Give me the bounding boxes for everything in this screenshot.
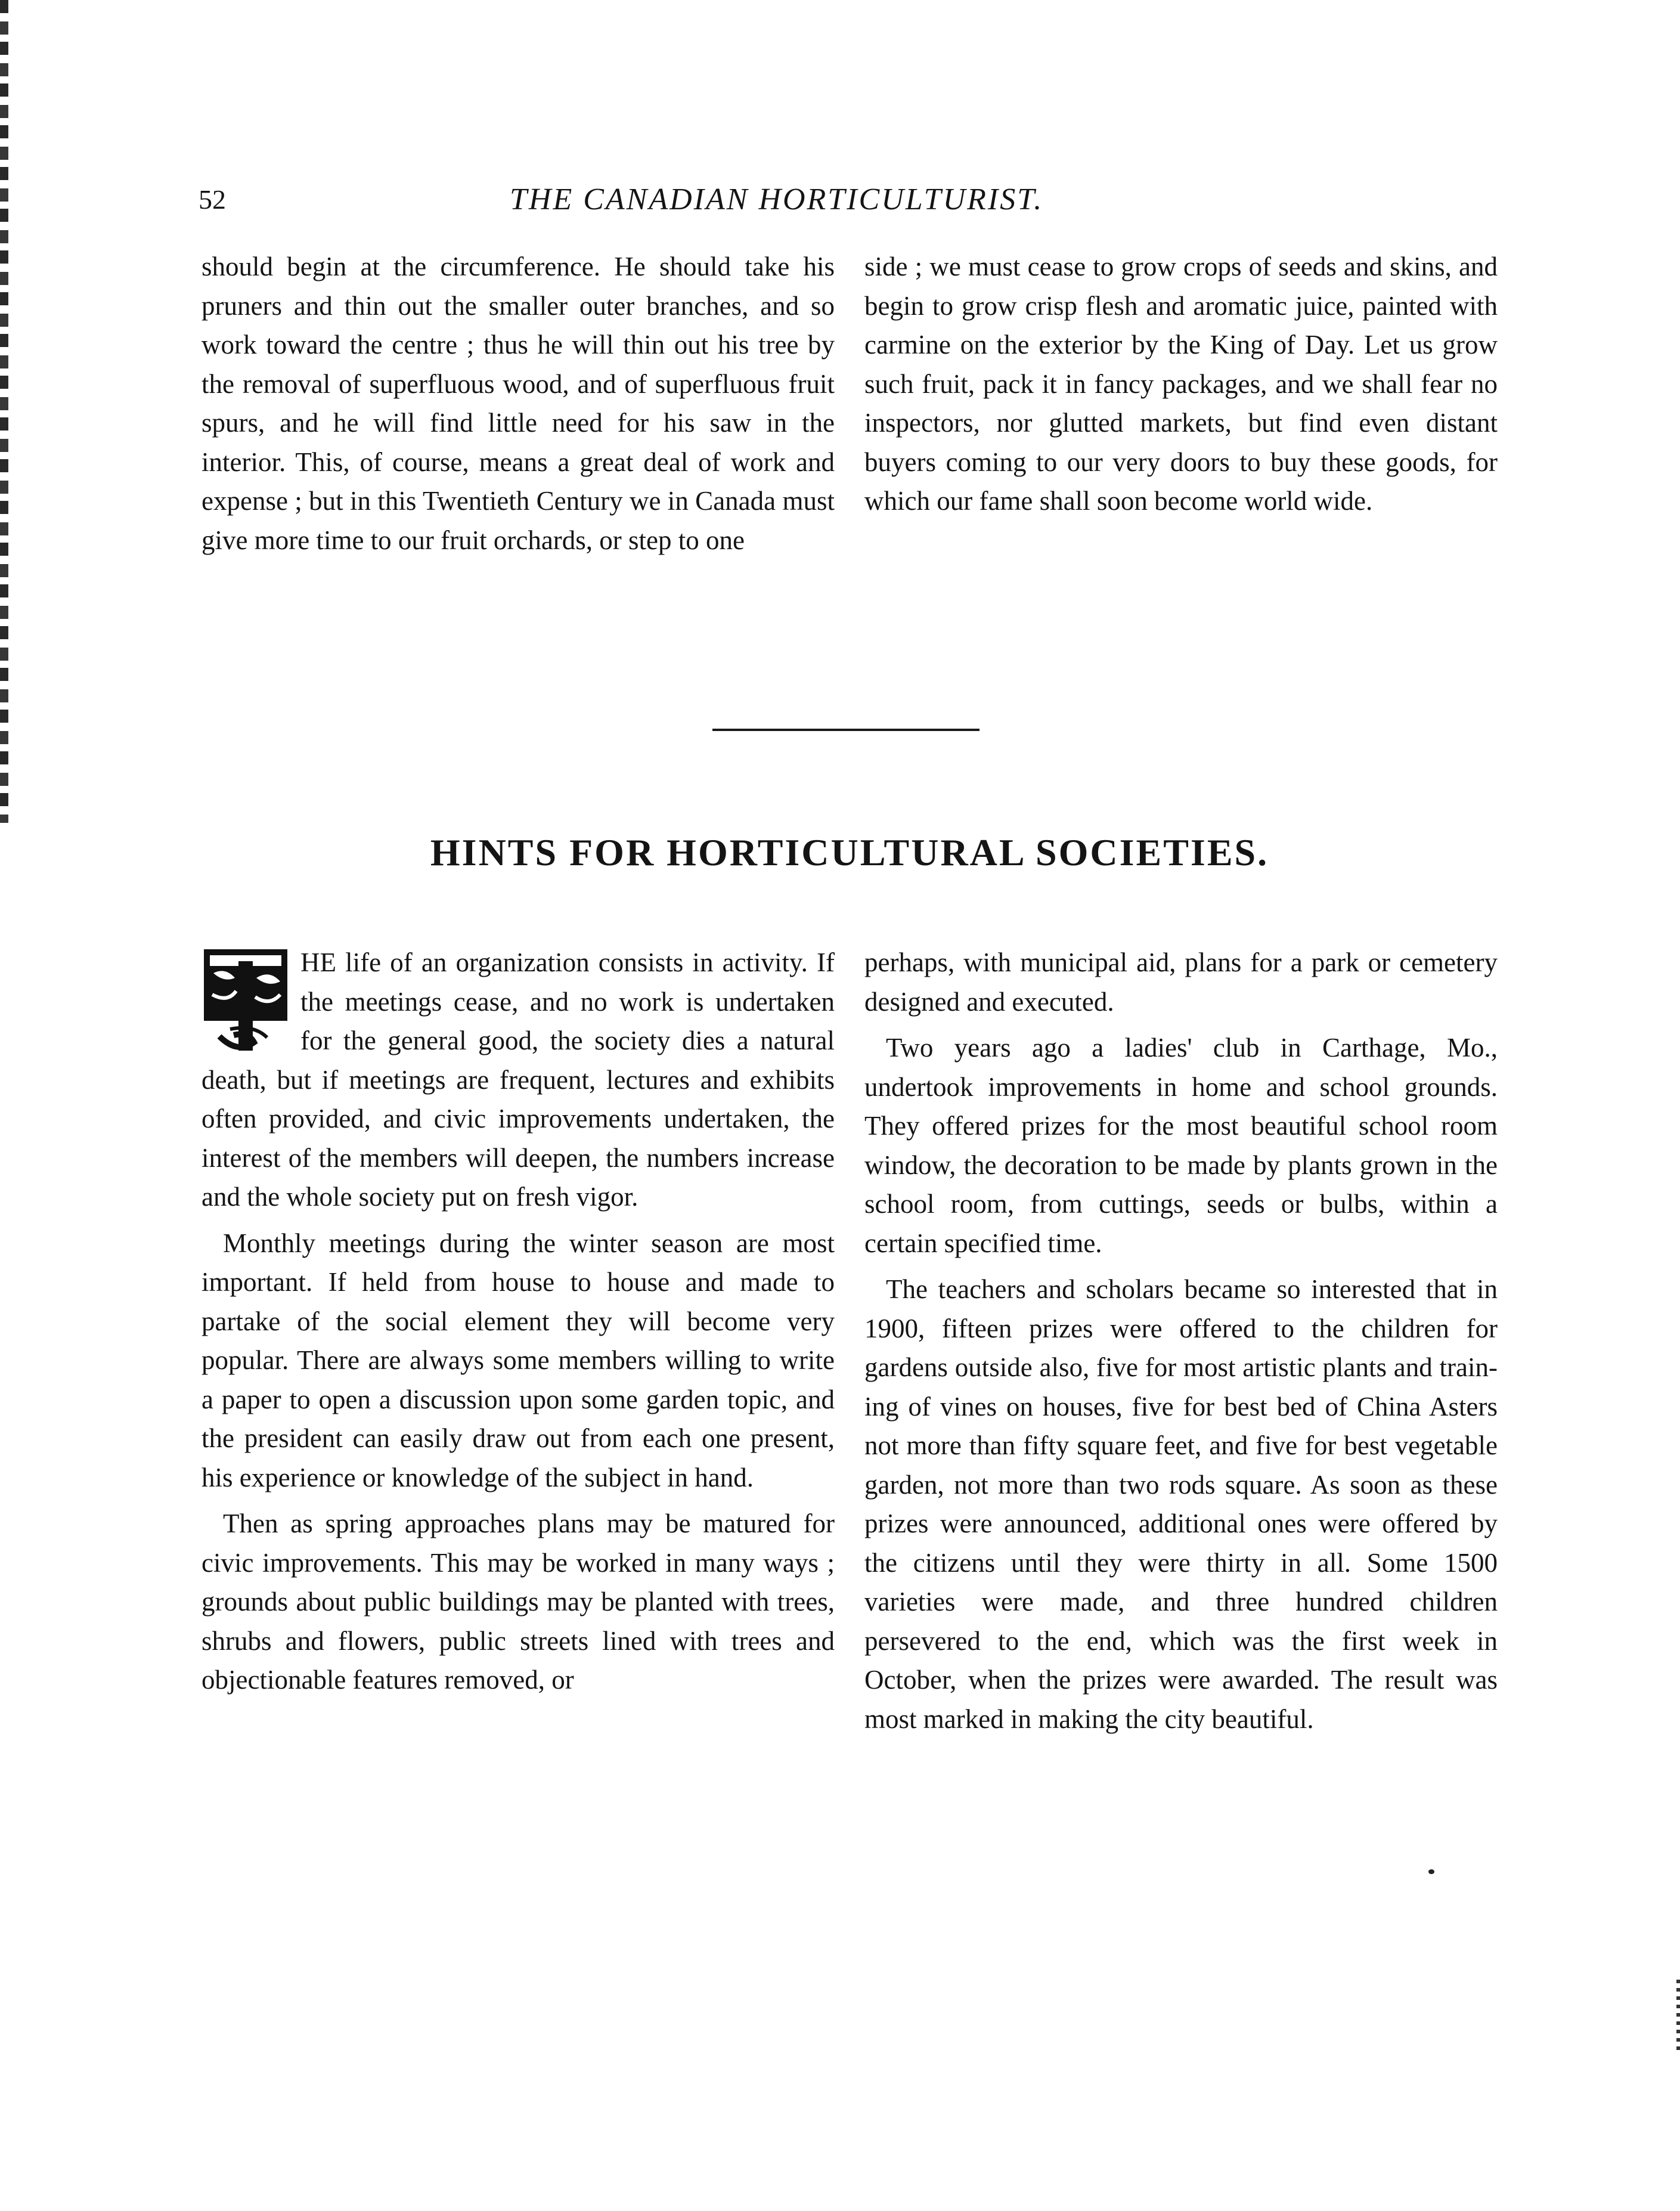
end-mark <box>1428 1869 1434 1874</box>
running-head <box>199 179 1212 221</box>
paragraph <box>202 943 835 1217</box>
article-left-column <box>202 936 835 1700</box>
paragraph: Two years ago a ladies' club in Carthage, Mo., undertook improvements in home and school grounds. They offered prizes for the most beautiful school room window, the decoration to be made by plants grown in the school room, from cuttings, seeds or bulbs, within a certain specified time. <box>864 1033 1498 1258</box>
drop-cap-graphic <box>202 947 290 1053</box>
paragraph: perhaps, with municipal aid, plans for a park or cemetery designed and executed. <box>864 947 1498 1017</box>
article-right-column <box>864 936 1498 1739</box>
paragraph: Then as spring approaches plans may be matured for civic improvements. This may be worked in many ways ; grounds about public buildings may be planted with trees, shrubs and flowers, public streets lined with trees and objectionable features removed, or <box>202 1509 835 1695</box>
article-title: HINTS FOR HORTICULTURAL SOCIETIES. <box>430 831 1269 874</box>
page-number: 52 <box>199 184 226 215</box>
journal-title: THE CANADIAN HORTICULTURIST. <box>510 182 1044 216</box>
paragraph: side ; we must cease to grow crops of seeds and skins, and begin to grow crisp flesh and aromatic juice, painted with carmine on the exterior by the King of Day. Let us grow such fruit, pack it in fancy packages, and we shall fear no inspectors, nor glutted markets, but find even distant buyers coming to our very doors to buy these goods, for which our fame shall soon become world wide. <box>864 252 1498 516</box>
paragraph: Monthly meetings during the winter season are most important. If held from house to house and made to partake of the social element they will become very popular. There are always some members willing to write a paper to open a discussion upon some garden topic, and the president can easily draw out from each one present, his experience or knowledge of the subject in hand. <box>202 1228 835 1492</box>
paragraph-text: HE life of an organization consists in activity. If the meetings cease, and no work is undertaken for the general good, the society dies a natural death, but if meetings are frequent, lectures and exhibits often provided, and civic improvements undertaken, the interest of the members will deepen, the numbers increase and the whole society put on fresh vigor. <box>202 947 835 1212</box>
continued-text-right-column <box>864 247 1498 521</box>
paragraph: The teachers and scholars became so interested that in 1900, fifteen prizes were offered to the children for gardens outside also, five for most artistic plants and training of vines on houses, five for best bed of China Asters not more than fifty square feet, and five for best vegetable garden, not more than two rods square. As soon as these prizes were announced, additional ones were offered by the citizens until they were thirty in all. Some 1500 varieties were made, and three hundred children persevered to the end, which was the first week in October, when the prizes were awarded. The result was most marked in making the city beautiful. <box>864 1274 1498 1734</box>
paragraph: should begin at the circumference. He should take his pruners and thin out the smaller outer branches, and so work toward the centre ; thus he will thin out his tree by the removal of superfluous wood, and of superfluous fruit spurs, and he will find little need for his saw in the interior. This, of course, means a great deal of work and expense ; but in this Twentieth Century we in Canada must give more time to our fruit orchards, or step to one <box>202 252 835 555</box>
ornamental-initial-letter-icon <box>202 947 290 1053</box>
scan-binding-edge <box>0 0 8 823</box>
continued-text-left-column <box>202 247 835 560</box>
section-divider <box>712 729 980 731</box>
scan-edge-marks <box>1676 1980 1680 2051</box>
